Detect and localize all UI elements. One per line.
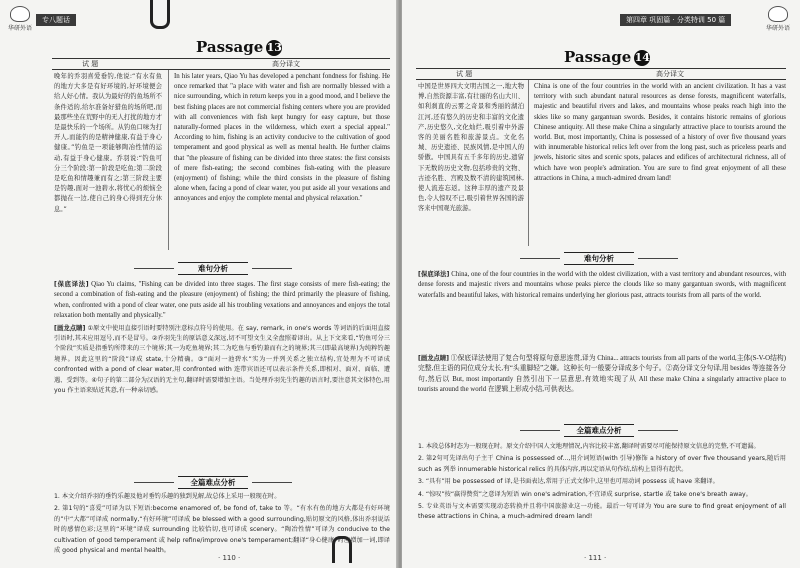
passage-number: 14 bbox=[634, 51, 650, 64]
series-tag: 专八题话 bbox=[36, 14, 76, 26]
point-item: 5. 专业英语与文本需要实现动态转换并且将中国旅游业这一功能。最后一句可译为 You are sure to find great enjoyment of all these attractions in China, a much-admired dream land! bbox=[418, 503, 786, 521]
section-title-overall-difficulties: 全篇难点分析 bbox=[564, 424, 634, 437]
point-item: 3. “具有”用 be possessed of 译,是书面表达,常用于正式文体中,这里也可用动词 possess 或 have 来翻译。 bbox=[418, 478, 719, 486]
passage-title: Passage 13 bbox=[196, 38, 282, 56]
header-translation: 高分译文 bbox=[656, 70, 684, 78]
point-item: 4. “惊叹”按“赢得赞赏”之意译为短语 win one's admiration,不宜译成 surprise, startle 或 take one's breath away。 bbox=[418, 490, 752, 498]
passage-title: Passage 14 bbox=[564, 48, 650, 66]
section-title-difficult-sentences: 难句分析 bbox=[178, 262, 248, 275]
rabbit-logo-icon bbox=[768, 6, 788, 22]
section-title-overall-difficulties: 全篇难点分析 bbox=[178, 476, 248, 489]
chapter-tag: 第四章 巩固篇 · 分类特训 50 篇 bbox=[620, 14, 731, 26]
source-text: 中国是世界四大文明古国之一,地大物博,自然资源丰富,有壮丽的名山大川、如利刹直的云雾之奇景和秀丽的湖泊江河,还有悠久的历史和丰富的文化遗产,历史悠久,文化灿烂,吸引着中外游客的美丽名胜和旅游景点。文化名城、历史遗迹、民族风情,是中国人的骄傲。中国具有五千多年的历史,遗留下无数的历史文物,包括珍贵的文物、古迹名胜、宫殿及数不清的建筑园林,使人流连忘返。这种丰厚的遗产及景色,令人惊叹不已,吸引着世界各国的游客来中国观光旅游。 bbox=[418, 83, 524, 213]
point-item: 1. 本段总体时态为一般现在时。原文介绍中国人文地理情况,内容比较丰富,翻译时需要尽可能保持原文信息的完整,不可遗漏。 bbox=[418, 443, 760, 450]
column-header bbox=[416, 68, 786, 80]
analysis-highlight: [画龙点睛] ①保底译法使用了复合句型将原句意思连贯,译为 China... attracts tourists from all parts of the world,主体(S-V-O结构)完整,但主语的同位成分太长,有“头重脚轻”之嫌。这种长句一般要分译成多个句子。②高分译文分句译,用 besides 等连接各分句,然后以 But, most importantly 自然引出下一层意思,有效地实现了从 All these make China a singularly attractive place to tourists around the world 在逻辑上形成小结,可供表达。 bbox=[418, 355, 786, 394]
point-item: 2. 第2句可先译出句子主干 China is possessed of...,用介词短语(with 引导)修饰 a history of over five thousand years,随后用 such as 列举 innumerable historical relics 的具体内容,再以定语从句作结,结构上显得有起伏。 bbox=[418, 455, 786, 473]
header-question: 试 题 bbox=[456, 70, 473, 78]
source-text: 晚年的乔羽喜爱垂钓,他说:“有水有鱼的地方大多是有好环境的,好环境便会给人好心情。我认为最好的钓鱼场所不条件适的,给尔准备好猎鱼的场所吧,而最那些坐在荒野中的无人打扰的地方才是最快乐的一个场所。从钓鱼口味为打开人,而能钓的是精神健康,有益于身心健康。”钓鱼是一项能够陶冶性情的运动,有益于身心健康。乔羽说:“钓鱼可分三个阶段:第一阶段是吃鱼;第二阶段是吃鱼和情趣兼而有之;第三阶段主要是钓趣,面对一池碧水,将忧心的烦恼全都抛在一边,使自己的身心得到充分休息。” bbox=[54, 73, 162, 213]
header-question: 试 题 bbox=[82, 60, 99, 68]
translation-text: China is one of the four countries in the world with an ancient civilization. It has a vast territory with such abundant natural resources as dense forests, magnificent waterfalls, majestic and beautiful rivers and lakes, and mountains whose peaks reach high into the skies like so many gargantuan swords. Besides, it contains historic remains of glorious Chinese antiquity. All these make China a singularly attractive place to tourists around the world. But, most importantly, China is possessed of a history of over five thousand years with innumerable historical relics left over from the long past, such as priceless pearls and jewels, historic sites and scenic spots, palaces and edifices of architectural richness, all of which have won people's admiration. You are sure to find great enjoyment of all these attractions in China, a much-admired dream land! bbox=[534, 83, 786, 182]
publisher-logo: 华研外语 bbox=[8, 6, 32, 32]
analysis-block bbox=[54, 280, 390, 474]
point-item: 2. 第1句的“喜爱”可译为以下短语:become enamored of, be fond of, take to 等。“有水有鱼的地方大都是有好环境的”中“大都”可译成 normally,“有好环境”可译成 be blessed with a good surrounding,贴切原文的风格,体出乔羽说话时的感情色彩;这里的“环境”译成 surrounding 比较恰切,也可译成 scenery。“陶冶性情”可译为 conducive to the cultivation of good temperament 或 help refine/improve one's temperament;翻译“身心健康”时应增加一词,即译成 good physical and mental health。 bbox=[54, 505, 390, 555]
analysis-highlight: [画龙点睛] ①原文中使用直接引语时要特别注意标点符号的使用。在 say, remark, in one's words 等词语的后面用直接引语时,其末应用逗号,而不是冒号。②乔羽先生的原话意义深远,切不可望文生义全盘照着译出。从上下文来看,“钓鱼可分三个阶段”实质是指垂钓所带来的三个境界;其一为吃鱼境界;其二为吃鱼与垂钓兼而有之的境界;其三(即最高境界)为纯粹钓趣境界。因此这里的“阶段”译成 state,十分精确。③“面对一池碧水”实为一并列关系之独立结构,宜处理为不可译成 confronted with a pond of clear water,用 confronted with 连带宾语还可以表示条件关系,即相对、面对、面临、遭遇、受到等。④句子的第二部分为汉语的无主句,翻译时需要增加主语。当处理乔羽先生钓趣的语言时,要注意其文体特色,用 you 作主语来贴近其意,有一种亲切感。 bbox=[54, 324, 390, 395]
publisher-logo: 华研外语 bbox=[766, 6, 790, 32]
analysis-basic: [保底译法] China, one of the four countries in the world with the oldest civilization, with a vast territory and abundant resources, with dense forests and majestic rivers and mountains whose peaks pierce the clouds like so many gargantuan swords, with magnificent waterfalls and beautiful lakes, with historical remains underlying her glorious past, attracts tourists from all parts of the world. bbox=[418, 271, 786, 299]
passage-number: 13 bbox=[266, 41, 282, 54]
column-header bbox=[52, 58, 390, 70]
right-page bbox=[402, 0, 800, 568]
binder-clip-icon bbox=[332, 536, 352, 563]
page-number: · 110 · bbox=[218, 554, 241, 562]
column-divider bbox=[168, 70, 169, 250]
header-translation: 高分译文 bbox=[272, 60, 300, 68]
left-page bbox=[0, 0, 398, 568]
points-list bbox=[418, 442, 786, 550]
translation-text: In his later years, Qiao Yu has developed a penchant fondness for fishing. He once remarked that "a place with water and fish are normally blessed with a nice surrounding, which in return keeps you in a good mood, and I believe the best fishing places are not commercial fishing centers where you are provided with all conveniences with fish kept hungry for easy capture, but those naturally-formed places in the wilderness, which exert a special appeal." According to him, fishing is an activity conducive to the cultivation of good temperament and good physical as well as mental health. He further claims that "the pleasure of fishing can be divided into three states: the first consists of mere fish-eating; the second combines fish-eating with the pleasure (enjoyment) of fishing; while the third consists in the pleasure of fishing alone when, facing a pond of clear water, you put aside all your vexations and annoyances and enjoy the complete mental and physical relaxation." bbox=[174, 73, 390, 203]
rabbit-logo-icon bbox=[10, 6, 30, 22]
binder-clip-icon bbox=[150, 0, 170, 29]
column-divider bbox=[528, 80, 529, 246]
analysis-basic: [保底译法] Qiao Yu claims, "Fishing can be divided into three stages. The first stage consists of mere fish-eating; the second a combination of fish-eating and the pleasure (enjoyment) of fishing; the third primarily the pleasure of fishing, when, confronted with a pond of clear water, one puts aside all his troubling vexations and annoyances and enjoys the total relaxation both mentally and physically." bbox=[54, 281, 390, 320]
analysis-block bbox=[418, 270, 786, 354]
section-title-difficult-sentences: 难句分析 bbox=[564, 252, 634, 265]
point-item: 1. 本文介绍乔羽的垂钓乐趣及他对垂钓乐趣的独到见解,故总体上采用一般现在时。 bbox=[54, 493, 281, 500]
page-number: · 111 · bbox=[584, 554, 607, 562]
